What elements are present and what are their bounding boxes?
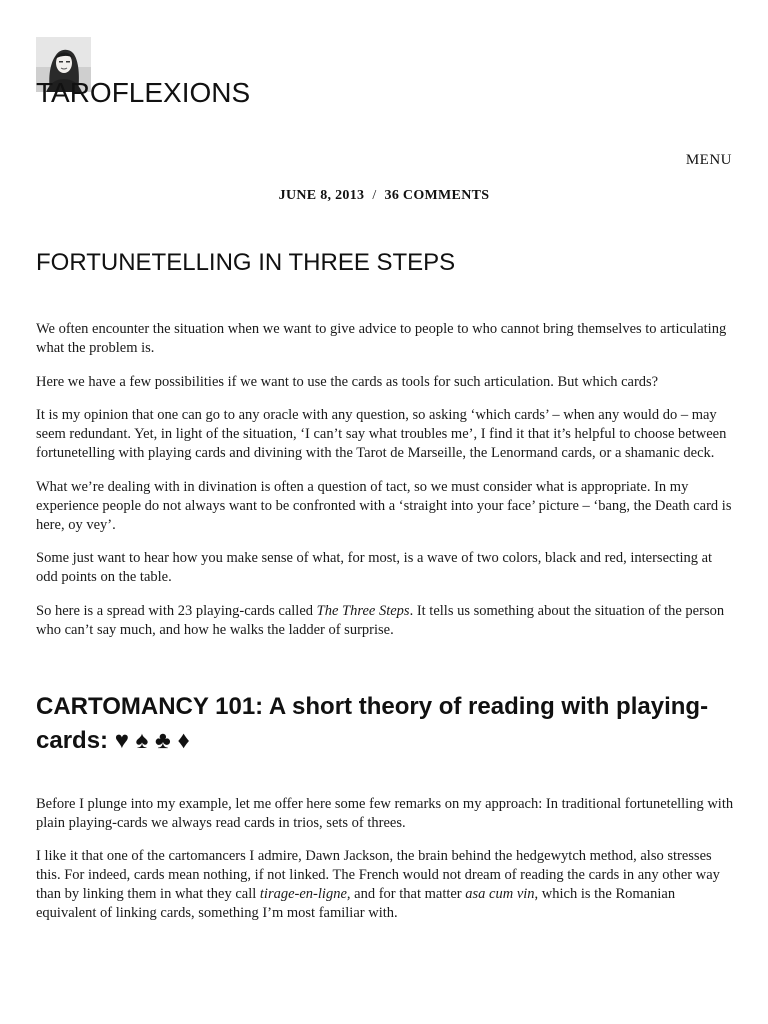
paragraph-7: Before I plunge into my example, let me offer here some few remarks on my approach: In traditional fortunetelling with plain playing-cards we always read cards in trios, sets of threes. (36, 795, 734, 831)
post-content (36, 320, 736, 938)
term-asa-cum-vin: asa cum vin (465, 886, 535, 902)
paragraph-3: It is my opinion that one can go to any oracle with any question, so asking ‘which cards’ – when any would do – may seem redundant. Yet, in light of the situation, ‘I can’t say what troubles me’, I find it that it’s helpful to choose between fortunetelling with playing cards and divining with the Tarot de Marseille, the Lenormand cards, or a shamanic deck. (36, 407, 727, 461)
post-title: FORTUNETELLING IN THREE STEPS (36, 249, 456, 276)
paragraph-6-text-b: . It tells us something about the situation of the person who can’t say much, and how he walks the ladder of surprise. (36, 602, 725, 638)
paragraph-8-text-c: , which is the Romanian equivalent of linking cards, something I’m most familiar with. (36, 886, 676, 921)
site-title[interactable]: TAROFLEXIONS (36, 77, 251, 108)
paragraph-6 (36, 602, 736, 640)
menu-button[interactable]: MENU (685, 152, 732, 168)
post-meta (0, 188, 768, 204)
spread-name: The Three Steps (316, 602, 410, 619)
post-date[interactable]: JUNE 8, 2013 (278, 188, 365, 203)
paragraph-4: What we’re dealing with in divination is often a question of tact, so we must consider what is appropriate. In my experience people do not always want to be confronted with a ‘straight into your face’ picture – ‘bang, the Death card is here, oy vey’. (36, 478, 732, 533)
paragraph-6-text-a: So here is a spread with 23 playing-cards called (36, 602, 317, 619)
paragraph-5: Some just want to hear how you make sense of what, for most, is a wave of two colors, black and red, intersecting at odd points on the table. (36, 550, 713, 585)
paragraph-8-text-a: I like it that one of the cartomancers I admire, Dawn Jackson, the brain behind the hedgewytch method, also stresses this. For indeed, cards mean nothing, if not linked. The French would not dream of reading the cards in any other way than by linking them in what they call (36, 848, 720, 902)
comments-link[interactable]: 36 COMMENTS (384, 188, 490, 203)
term-tirage-en-ligne: tirage-en-ligne (259, 886, 347, 902)
meta-separator: / (372, 188, 377, 203)
paragraph-8-text-b: , and for that matter (346, 886, 466, 902)
paragraph-1: We often encounter the situation when we want to give advice to people to who cannot bring themselves to articulating what the problem is. (36, 321, 727, 356)
paragraph-8 (36, 847, 736, 923)
paragraph-2: Here we have a few possibilities if we want to use the cards as tools for such articulation. But which cards? (36, 373, 659, 390)
section-heading: CARTOMANCY 101: A short theory of reading with playing-cards: ♥ ♠ ♣ ♦ (36, 692, 709, 754)
